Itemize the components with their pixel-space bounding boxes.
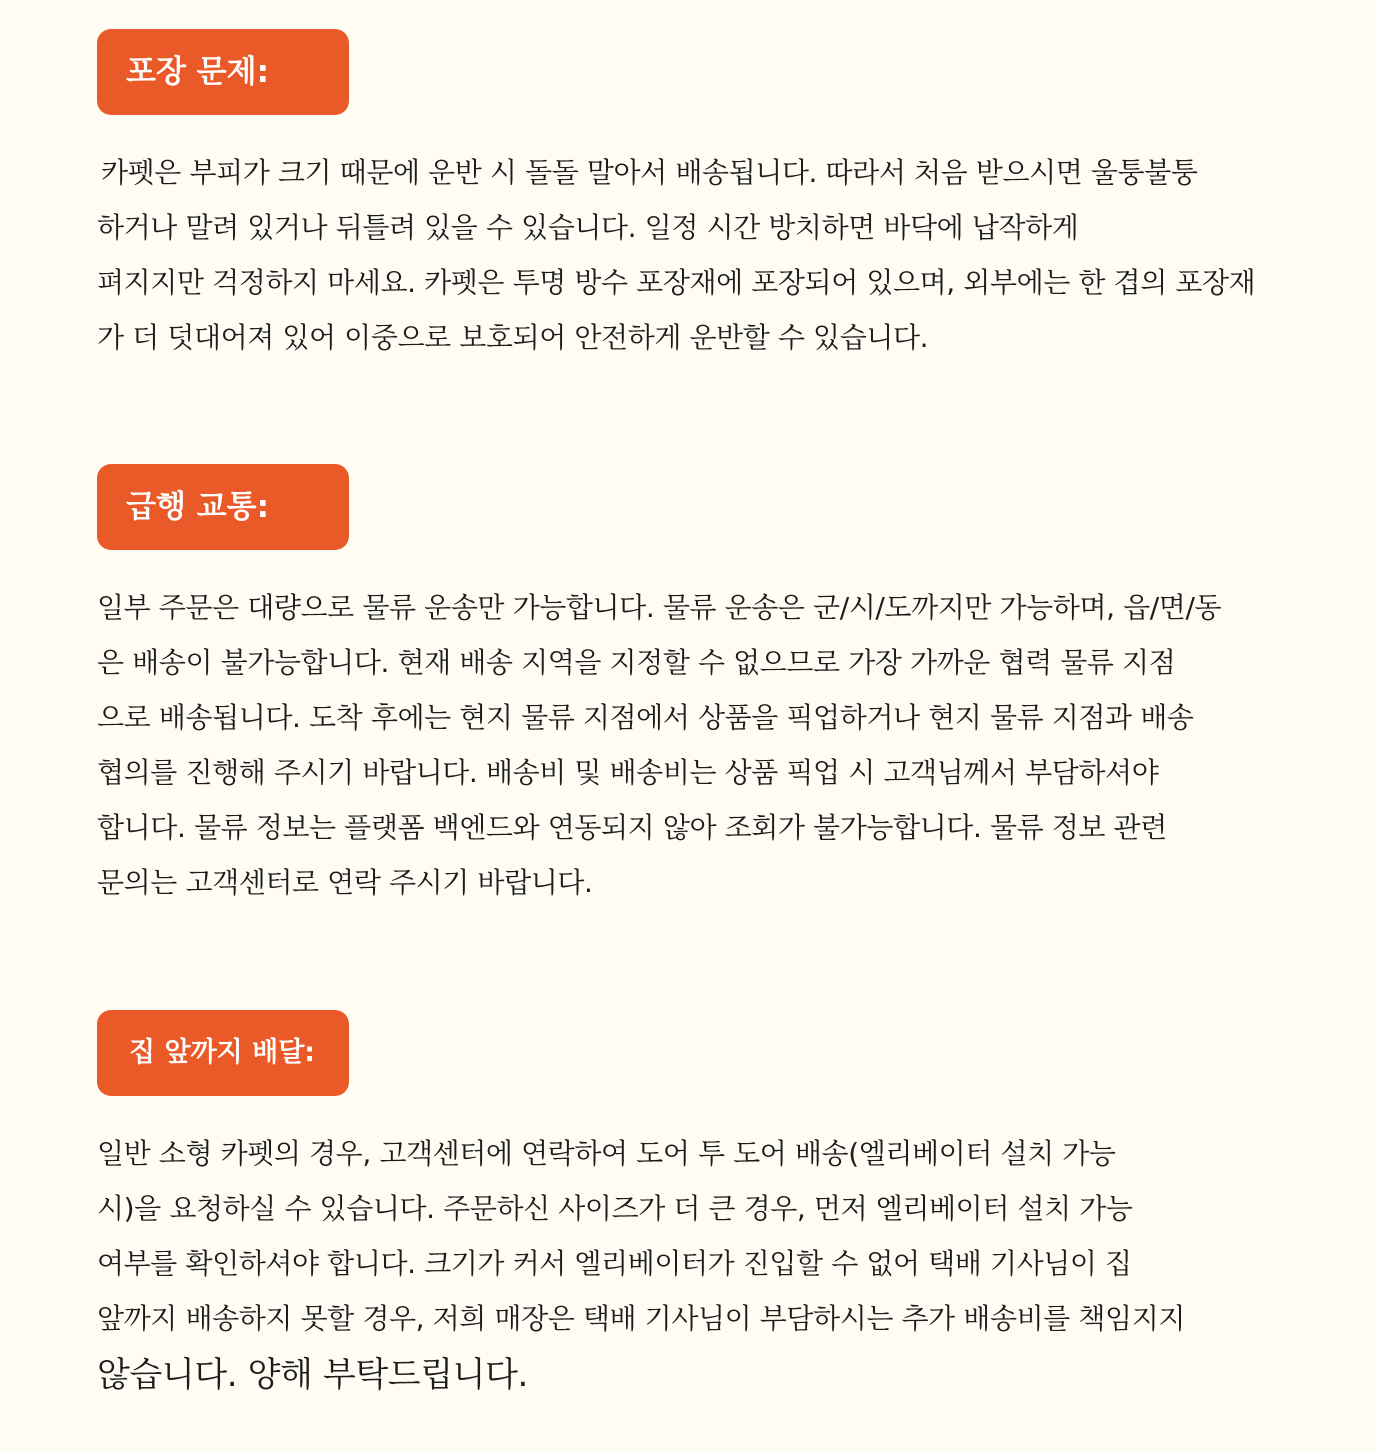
express-logistics-description bbox=[97, 580, 1297, 910]
express-logistics-line: 일부 주문은 대량으로 물류 운송만 가능합니다. 물류 운송은 군/시/도까지만 가능하며, 읍/면/동 bbox=[97, 591, 1222, 624]
express-logistics-line: 문의는 고객센터로 연락 주시기 바랍니다. bbox=[97, 866, 593, 899]
door-delivery-section bbox=[97, 1010, 1297, 1404]
door-delivery-line: 앞까지 배송하지 못할 경우, 저희 매장은 택배 기사님이 부담하시는 추가 배송비를 책임지지 bbox=[97, 1302, 1185, 1335]
packaging-line: 가 더 덧대어져 있어 이중으로 보호되어 안전하게 운반할 수 있습니다. bbox=[97, 321, 929, 354]
packaging-line: 펴지지만 걱정하지 마세요. 카펫은 투명 방수 포장재에 포장되어 있으며, 외부에는 한 겹의 포장재 bbox=[97, 266, 1256, 299]
door-delivery-line: 않습니다. 양해 부탁드립니다. bbox=[97, 1355, 528, 1395]
express-logistics-line: 은 배송이 불가능합니다. 현재 배송 지역을 지정할 수 없으므로 가장 가까운 협력 물류 지점 bbox=[97, 646, 1176, 679]
packaging-section bbox=[97, 29, 1297, 365]
door-delivery-line: 시)을 요청하실 수 있습니다. 주문하신 사이즈가 더 큰 경우, 먼저 엘리베이터 설치 가능 bbox=[97, 1192, 1133, 1225]
express-logistics-section bbox=[97, 464, 1297, 910]
packaging-line: 하거나 말려 있거나 뒤틀려 있을 수 있습니다. 일정 시간 방치하면 바닥에 납작하게 bbox=[97, 211, 1079, 244]
express-logistics-line: 으로 배송됩니다. 도착 후에는 현지 물류 지점에서 상품을 픽업하거나 현지 물류 지점과 배송 bbox=[97, 701, 1194, 734]
packaging-line: 카펫은 부피가 크기 때문에 운반 시 돌돌 말아서 배송됩니다. 따라서 처음 받으시면 울퉁불퉁 bbox=[101, 156, 1198, 189]
door-delivery-description bbox=[97, 1126, 1297, 1404]
door-delivery-title-badge: 집 앞까지 배달: bbox=[97, 1010, 349, 1096]
door-delivery-line: 여부를 확인하셔야 합니다. 크기가 커서 엘리베이터가 진입할 수 없어 택배 기사님이 집 bbox=[97, 1247, 1132, 1280]
express-logistics-line: 합니다. 물류 정보는 플랫폼 백엔드와 연동되지 않아 조회가 불가능합니다. 물류 정보 관련 bbox=[97, 811, 1167, 844]
express-logistics-title-badge: 급행 교통: bbox=[97, 464, 349, 550]
packaging-description bbox=[97, 145, 1297, 365]
packaging-title-badge: 포장 문제: bbox=[97, 29, 349, 115]
door-delivery-line: 일반 소형 카펫의 경우, 고객센터에 연락하여 도어 투 도어 배송(엘리베이터 설치 가능 bbox=[97, 1137, 1116, 1170]
express-logistics-line: 협의를 진행해 주시기 바랍니다. 배송비 및 배송비는 상품 픽업 시 고객님께서 부담하셔야 bbox=[97, 756, 1159, 789]
